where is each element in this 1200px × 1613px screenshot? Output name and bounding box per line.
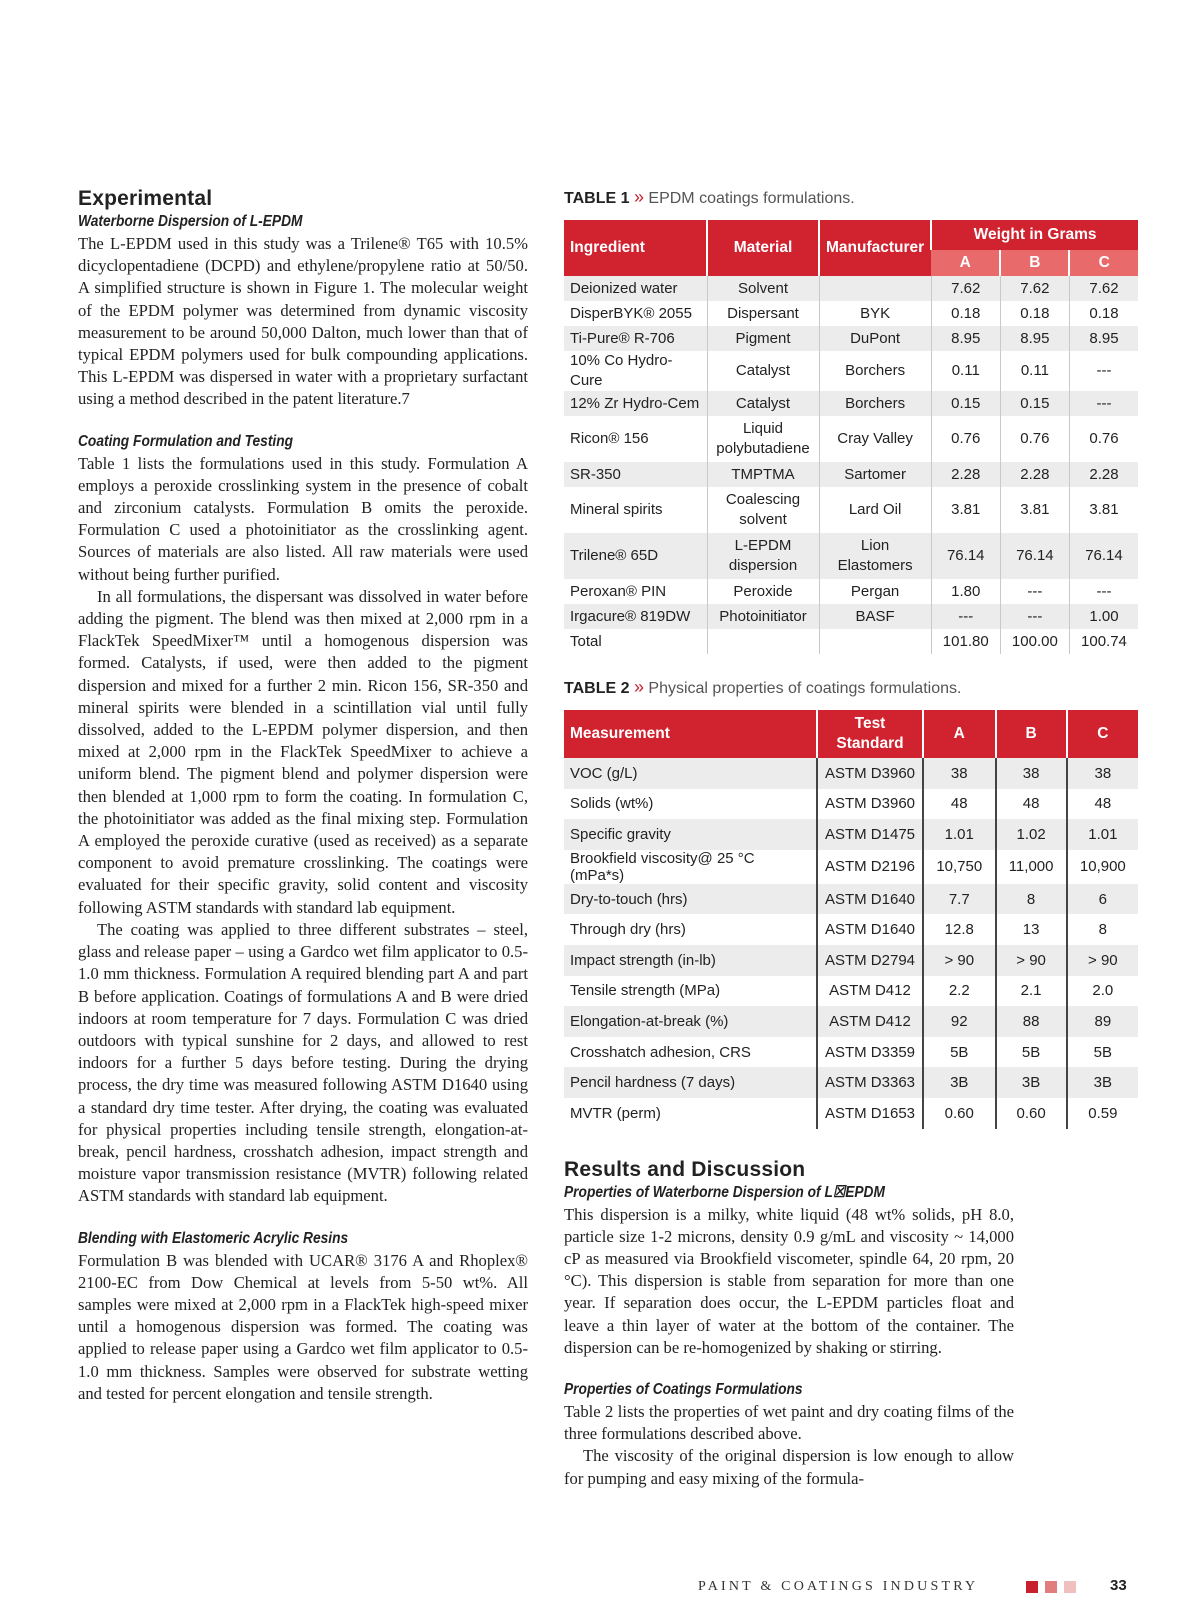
table2-cell: Dry-to-touch (hrs) [564,884,817,915]
table1-cell: 1.80 [931,579,1000,604]
paragraph: The viscosity of the original dispersion is low enough to allow for pumping and easy mixing of the formula- [564,1446,1014,1488]
table2-cell: 3B [1067,1067,1138,1098]
table1-cell: 0.11 [931,351,1000,391]
table1-caption [564,186,1138,210]
table1-header-weight: Weight in Grams [931,220,1138,250]
table1-cell: 2.28 [1000,462,1069,487]
paragraph: This dispersion is a milky, white liquid (48 wt% solids, pH 8.0, particle size 1-2 microns, density 0.9 g/mL and viscosity ~ 14,000 cP as measured via Brookfield viscometer, spindle 64, 20 rpm, 20 °C). This dispersion is stable from separation for more than one year. If separation does occur, the L-EPDM particles float and leave a thin layer of water at the bottom of the container. The dispersion can be re-homogenized by shaking or stirring. [564,1204,1014,1357]
table1-cell: 10% Co Hydro-Cure [564,351,707,391]
table2-cell: 10,900 [1067,850,1138,884]
table1-caption-text: EPDM coatings formulations. [648,190,855,207]
table1-cell: Pigment [707,326,819,351]
table1-cell: Pergan [819,579,931,604]
table1-cell: Sartomer [819,462,931,487]
table1-row [564,326,1138,351]
table1-cell: Borchers [819,351,931,391]
paragraph: In all formulations, the dispersant was dissolved in water before adding the pigment. The blend was then mixed at 2,000 rpm in a FlackTek SpeedMixer™ until a homogenous dispersion was formed. Catalysts, if used, were then added to the pigment dispersion and mixed for a further 2 min. Ricon 156, SR-350 and mineral spirits were blended in a scintillation vial until fully dissolved, added to the L-EPDM polymer dispersion, and then mixed at 2,000 rpm in the FlackTek SpeedMixer to achieve a uniform blend. The pigment blend and polymer dispersion were then blended at 1,000 rpm to form the coating. In formulation C, the photoinitiator was added as the final mixing step. Formulation A employed the peroxide curative (used as received) as a separate component to avoid premature crosslinking. The coatings were evaluated for their specific gravity, solid content and viscosity following ASTM standards with standard lab equipment. [78,586,528,917]
table1-cell: Deionized water [564,276,707,301]
table1-cell: Coalescing solvent [707,487,819,533]
table2-header-test-standard: Test Standard [817,710,923,758]
section-heading-results: Results and Discussion [564,1157,806,1181]
table2-cell: ASTM D3960 [817,789,923,820]
table1 [564,220,1138,654]
table2-cell: 48 [996,789,1067,820]
table2-row [564,789,1138,820]
table1-cell: 7.62 [931,276,1000,301]
table1-cell: 2.28 [931,462,1000,487]
table1-cell: Ricon® 156 [564,416,707,462]
table2-row [564,1037,1138,1068]
table1-cell: 12% Zr Hydro-Cem [564,391,707,416]
table1-header-manufacturer: Manufacturer [819,220,931,276]
table1-cell: BYK [819,301,931,326]
table2-cell: > 90 [923,945,996,976]
footer-square [1026,1581,1038,1593]
table2 [564,710,1138,1129]
table1-cell: Lard Oil [819,487,931,533]
table1-row [564,416,1138,462]
table1-row [564,391,1138,416]
table2-cell: 0.60 [996,1098,1067,1129]
table2-cell: VOC (g/L) [564,758,817,789]
table2-cell: ASTM D2196 [817,850,923,884]
table1-row [564,579,1138,604]
table2-header-a: A [923,710,996,758]
table1-cell: --- [1069,351,1138,391]
table1-cell: 0.15 [931,391,1000,416]
table2-row [564,1006,1138,1037]
right-column [564,186,1138,1490]
paragraph: Formulation B was blended with UCAR® 3176 A and Rhoplex® 2100-EC from Dow Chemical at levels from 5-50 wt%. All samples were mixed at 2,000 rpm in a FlackTek high-speed mixer until a homogenous dispersion was formed. The coating was applied to release paper using a Gardco wet film applicator to 0.5-1.0 mm thickness. Samples were observed for substrate wetting and tested for percent elongation and tensile strength. [78,1250,528,1403]
table2-cell: > 90 [996,945,1067,976]
table2-cell: ASTM D1640 [817,884,923,915]
subheading-coatings-properties: Properties of Coatings Formulations [564,1380,803,1398]
table2-cell: 38 [996,758,1067,789]
table1-cell: Solvent [707,276,819,301]
table1-cell: 3.81 [1069,487,1138,533]
table1-header-a: A [931,250,1000,276]
table2-cell: ASTM D1640 [817,914,923,945]
page-number: 33 [1110,1577,1127,1594]
table1-row [564,487,1138,533]
table1-row [564,351,1138,391]
table1-cell: 76.14 [931,533,1000,579]
subheading-waterborne-dispersion: Waterborne Dispersion of L-EPDM [78,213,303,230]
table1-header-b: B [1000,250,1069,276]
table2-cell: ASTM D412 [817,1006,923,1037]
table1-label: TABLE 1 [564,190,630,207]
table1-cell: 7.62 [1069,276,1138,301]
table2-cell: 3B [923,1067,996,1098]
table1-cell: 0.15 [1000,391,1069,416]
table2-cell: ASTM D3359 [817,1037,923,1068]
caption-arrow-icon: » [633,187,644,207]
table2-body [564,758,1138,1129]
table2-cell: ASTM D412 [817,976,923,1007]
table2-cell: 3B [996,1067,1067,1098]
table1-cell: 101.80 [931,629,1000,654]
table2-cell: 10,750 [923,850,996,884]
table1-cell: Peroxan® PIN [564,579,707,604]
table1-cell: Irgacure® 819DW [564,604,707,629]
table2-cell: 12.8 [923,914,996,945]
table2-cell: ASTM D1475 [817,819,923,850]
subheading-blending-acrylic: Blending with Elastomeric Acrylic Resins [78,1229,349,1247]
table2-row [564,758,1138,789]
table2-cell: 5B [1067,1037,1138,1068]
table1-cell: Cray Valley [819,416,931,462]
table1-cell: 0.18 [1000,301,1069,326]
table1-row [564,462,1138,487]
table1-cell: 3.81 [931,487,1000,533]
table2-cell: Impact strength (in-lb) [564,945,817,976]
table2-header-c: C [1067,710,1138,758]
table2-cell: 8 [1067,914,1138,945]
table1-cell: --- [931,604,1000,629]
table2-cell: 1.01 [1067,819,1138,850]
table1-cell: Peroxide [707,579,819,604]
section-heading-experimental: Experimental [78,187,213,210]
paragraph: The coating was applied to three different substrates – steel, glass and release paper – using a Gardco wet film applicator to 0.5-1.0 mm thickness. Formulation A required blending part A and part B before application. Coatings of formulations A and B were dried indoors at room temperature for 7 days. Formulation C was dried outdoors with typical sunshine for 2 days, and allowed to rest indoors for a further 5 days before testing. During the drying process, the dry time was measured following ASTM D1640 using a standard dry time tester. After drying, the coating was evaluated for physical properties including tensile strength, elongation-at-break, pencil hardness, crosshatch adhesion, impact strength and moisture vapor transmission resistance (MVTR) following related ASTM standards with standard lab equipment. [78,919,528,1206]
subheading-dispersion-properties: Properties of Waterborne Dispersion of L☒EPDM [564,1183,885,1201]
table1-cell: 2.28 [1069,462,1138,487]
table1-row [564,301,1138,326]
table2-cell: Pencil hardness (7 days) [564,1067,817,1098]
journal-name: PAINT & COATINGS INDUSTRY [698,1579,979,1594]
table2-label: TABLE 2 [564,680,630,697]
table1-cell: 76.14 [1069,533,1138,579]
table2-cell: 0.59 [1067,1098,1138,1129]
table2-cell: Elongation-at-break (%) [564,1006,817,1037]
table2-cell: Solids (wt%) [564,789,817,820]
table1-cell: SR-350 [564,462,707,487]
table2-cell: 1.01 [923,819,996,850]
table1-cell [707,629,819,654]
table1-cell: Mineral spirits [564,487,707,533]
table2-row [564,976,1138,1007]
table1-cell: 3.81 [1000,487,1069,533]
table1-header-c: C [1069,250,1138,276]
table2-cell: Specific gravity [564,819,817,850]
footer-square [1045,1581,1057,1593]
table1-cell: --- [1000,604,1069,629]
table1-cell: 0.76 [1069,416,1138,462]
table1-body [564,276,1138,654]
table2-cell: > 90 [1067,945,1138,976]
table1-row [564,604,1138,629]
table2-cell: 8 [996,884,1067,915]
table1-cell: 8.95 [931,326,1000,351]
table2-cell: 6 [1067,884,1138,915]
table2-cell: Crosshatch adhesion, CRS [564,1037,817,1068]
table2-cell: 48 [923,789,996,820]
table1-cell [819,629,931,654]
table2-row [564,914,1138,945]
table2-cell: Through dry (hrs) [564,914,817,945]
table1-cell: 0.76 [931,416,1000,462]
table1-cell: 100.00 [1000,629,1069,654]
table2-cell: 5B [996,1037,1067,1068]
table2-cell: 38 [923,758,996,789]
table2-cell: 1.02 [996,819,1067,850]
paragraph: Table 2 lists the properties of wet paint and dry coating films of the three formulations described above. [564,1401,1014,1444]
table1-cell: 1.00 [1069,604,1138,629]
table1-cell: 7.62 [1000,276,1069,301]
table2-cell: 0.60 [923,1098,996,1129]
table1-cell: 8.95 [1069,326,1138,351]
table1-cell: --- [1000,579,1069,604]
table2-cell: MVTR (perm) [564,1098,817,1129]
table1-cell: 76.14 [1000,533,1069,579]
table1-cell: 0.76 [1000,416,1069,462]
table2-cell: ASTM D3363 [817,1067,923,1098]
table2-header-b: B [996,710,1067,758]
table1-cell [819,276,931,301]
table2-cell: 92 [923,1006,996,1037]
table1-cell: L-EPDM dispersion [707,533,819,579]
table1-cell: --- [1069,579,1138,604]
table2-cell: 48 [1067,789,1138,820]
table2-row [564,1098,1138,1129]
table2-caption [564,676,1138,700]
table2-cell: 88 [996,1006,1067,1037]
table1-cell: Total [564,629,707,654]
table1-cell: Photoinitiator [707,604,819,629]
table2-cell: ASTM D2794 [817,945,923,976]
table1-cell: TMPTMA [707,462,819,487]
table1-row [564,276,1138,301]
table1-cell: Borchers [819,391,931,416]
table2-cell: 13 [996,914,1067,945]
table1-cell: Trilene® 65D [564,533,707,579]
footer-square [1064,1581,1076,1593]
table1-cell: DuPont [819,326,931,351]
table1-cell: --- [1069,391,1138,416]
paragraph: Table 1 lists the formulations used in this study. Formulation A employs a peroxide crosslinking system in the presence of cobalt and zirconium catalysts. Formulation B omits the peroxide. Formulation C used a photoinitiator as the crosslinking agent. Sources of materials are also listed. All raw materials were used without being further purified. [78,453,528,584]
table1-cell: 8.95 [1000,326,1069,351]
table2-cell: 2.0 [1067,976,1138,1007]
table1-cell: Catalyst [707,391,819,416]
table2-cell: 2.2 [923,976,996,1007]
table2-cell: Brookfield viscosity@ 25 °C (mPa*s) [564,850,817,884]
table1-cell: Lion Elastomers [819,533,931,579]
table1-cell: BASF [819,604,931,629]
table1-header-ingredient: Ingredient [564,220,707,276]
table1-cell: 0.11 [1000,351,1069,391]
left-column [78,186,528,1405]
table2-row [564,884,1138,915]
table1-cell: Catalyst [707,351,819,391]
table1-cell: Dispersant [707,301,819,326]
table2-cell: Tensile strength (MPa) [564,976,817,1007]
table2-cell: 38 [1067,758,1138,789]
table1-cell: 0.18 [931,301,1000,326]
table1-cell: 0.18 [1069,301,1138,326]
table2-row [564,1067,1138,1098]
subheading-coating-formulation: Coating Formulation and Testing [78,432,294,450]
table2-row [564,945,1138,976]
table2-caption-text: Physical properties of coatings formulations. [648,680,962,697]
table1-cell: Ti-Pure® R-706 [564,326,707,351]
table1-cell: DisperBYK® 2055 [564,301,707,326]
table2-cell: ASTM D3960 [817,758,923,789]
paragraph: The L-EPDM used in this study was a Trilene® T65 with 10.5% dicyclopentadiene (DCPD) and ethylene/propylene ratio at 50/50. A simplified structure is shown in Figure 1. The molecular weight of the EPDM polymer was determined from dynamic viscosity measurement to be around 50,000 Dalton, much lower than that of typical EPDM polymers used for bulk compounding applications. This L-EPDM was dispersed in water with a proprietary surfactant using a method described in the patent literature.7 [78,234,528,409]
table2-cell: 7.7 [923,884,996,915]
table2-row [564,850,1138,884]
table1-row [564,629,1138,654]
caption-arrow-icon: » [633,677,644,697]
table1-cell: 100.74 [1069,629,1138,654]
table2-cell: 5B [923,1037,996,1068]
table2-row [564,819,1138,850]
table2-cell: 2.1 [996,976,1067,1007]
table2-cell: 11,000 [996,850,1067,884]
table1-cell: Liquid polybutadiene [707,416,819,462]
table1-row [564,533,1138,579]
table2-cell: ASTM D1653 [817,1098,923,1129]
table2-cell: 89 [1067,1006,1138,1037]
table2-header-measurement: Measurement [564,710,817,758]
table1-header-material: Material [707,220,819,276]
